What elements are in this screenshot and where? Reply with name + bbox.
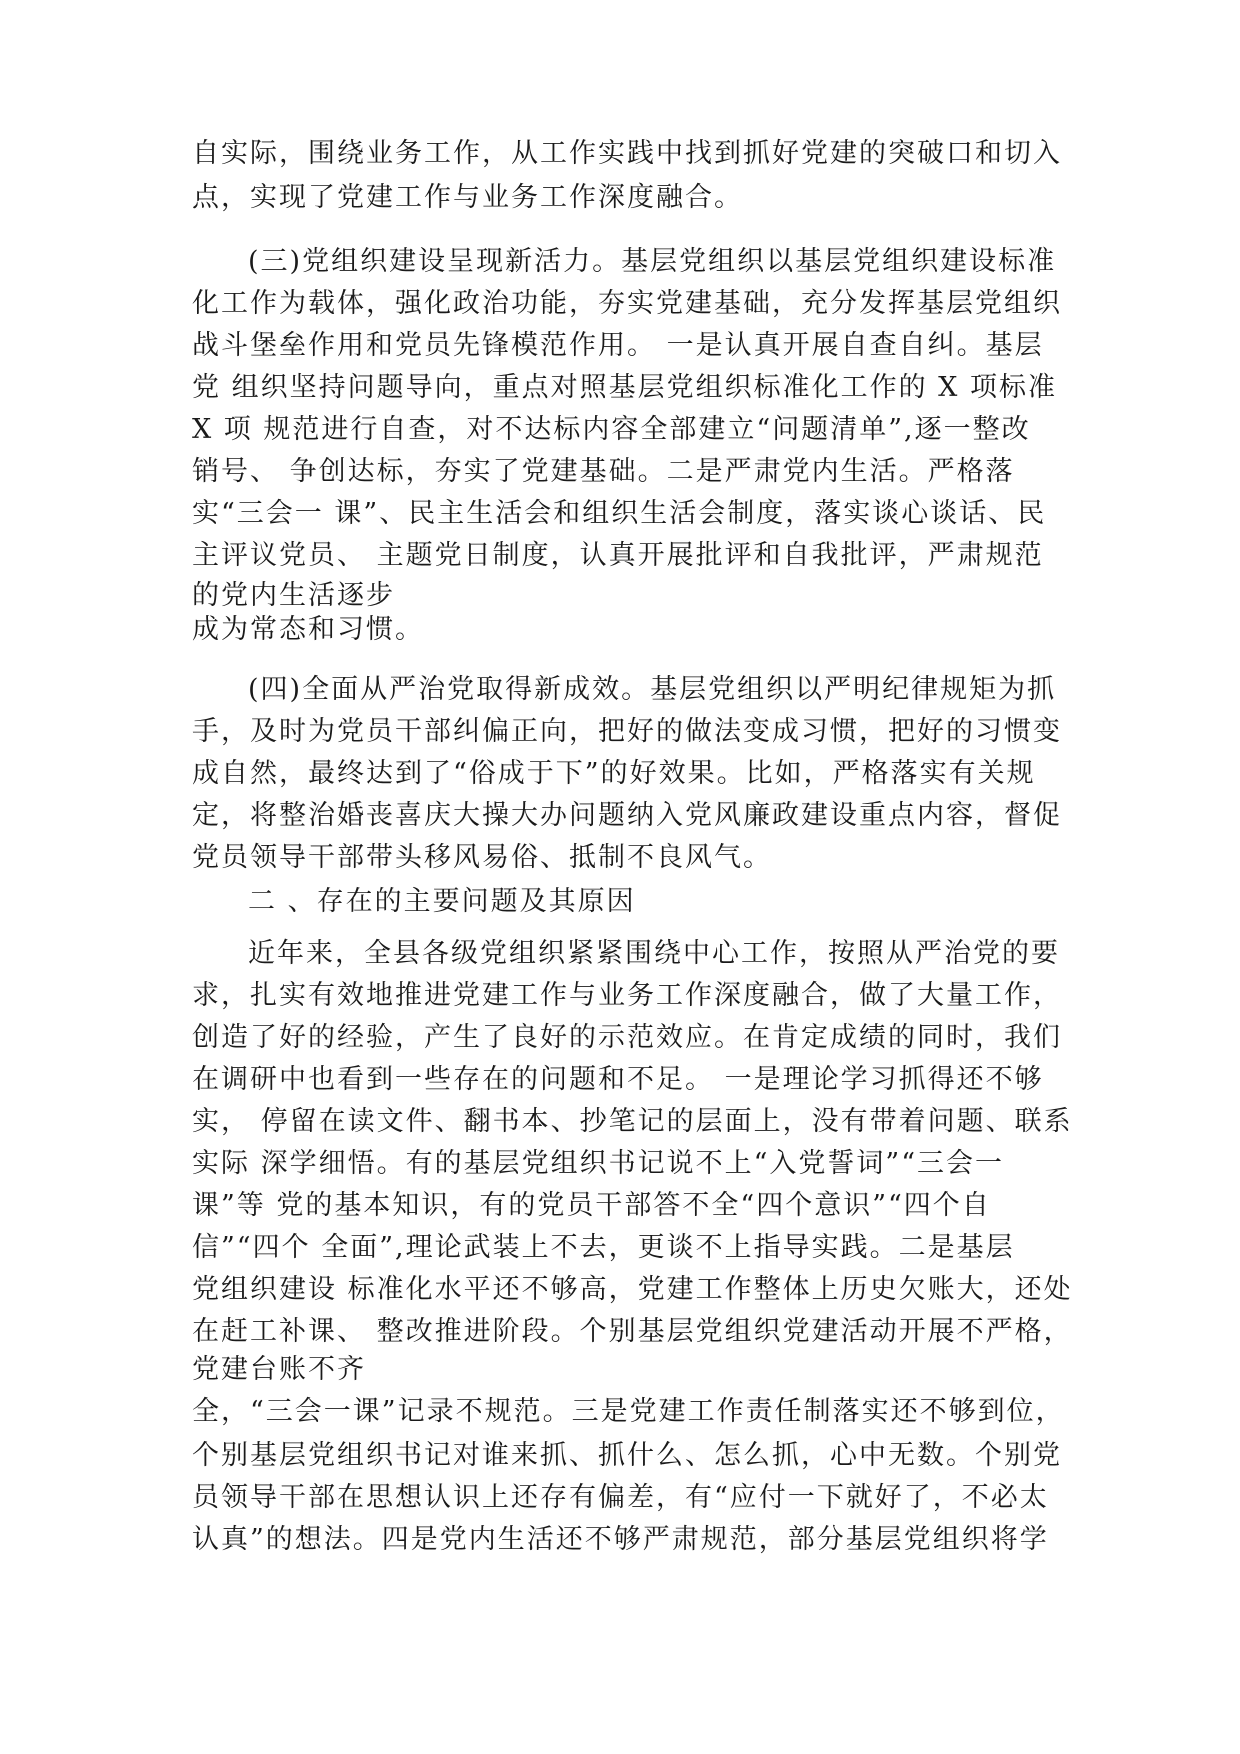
text-line: 课”等 党的基本知识，有的党员干部答不全“四个意识”“四个自: [192, 1190, 991, 1221]
text-line: X 项 规范进行自查，对不达标内容全部建立“问题清单”,逐一整改: [192, 414, 1031, 445]
text-line: 点，实现了党建工作与业务工作深度融合。: [192, 182, 743, 213]
text-line: 实际 深学细悟。有的基层党组织书记说不上“入党誓词”“三会一: [192, 1148, 1004, 1179]
section-heading-4: (四)全面从严治党取得新成效。基层党组织以严明纪律规矩为抓: [248, 674, 1057, 705]
text-line: 销号、 争创达标，夯实了党建基础。二是严肃党内生活。严格落: [192, 456, 1015, 487]
text-line: 在赶工补课、 整改推进阶段。个别基层党组织党建活动开展不严格，: [192, 1316, 1073, 1347]
chapter-heading: 二 、存在的主要问题及其原因: [248, 886, 636, 917]
text-line: 认真”的想法。四是党内生活还不够严肃规范，部分基层党组织将学: [192, 1524, 1049, 1555]
text-line: 自实际，围绕业务工作，从工作实践中找到抓好党建的突破口和切入: [192, 138, 1062, 169]
section-heading-3: (三)党组织建设呈现新活力。基层党组织以基层党组织建设标准: [248, 246, 1057, 277]
text-line: 的党内生活逐步: [192, 580, 395, 611]
text-line: 党组织建设 标准化水平还不够高，党建工作整体上历史欠账大，还处: [192, 1274, 1073, 1305]
text-line: 个别基层党组织书记对谁来抓、抓什么、怎么抓，心中无数。个别党: [192, 1440, 1062, 1471]
text-line: 党 组织坚持问题导向，重点对照基层党组织标准化工作的 X 项标准: [192, 372, 1057, 403]
text-line: 信”“四个 全面”,理论武装上不去，更谈不上指导实践。二是基层: [192, 1232, 1015, 1263]
paragraph-start: 近年来，全县各级党组织紧紧围绕中心工作，按照从严治党的要: [248, 938, 1060, 969]
text-line: 在调研中也看到一些存在的问题和不足。 一是理论学习抓得还不够: [192, 1064, 1044, 1095]
text-line: 成自然，最终达到了“俗成于下”的好效果。比如，严格落实有关规: [192, 758, 1036, 789]
text-line: 实， 停留在读文件、翻书本、抄笔记的层面上，没有带着问题、联系: [192, 1106, 1073, 1137]
text-line: 战斗堡垒作用和党员先锋模范作用。 一是认真开展自查自纠。基层: [192, 330, 1044, 361]
text-line: 全，“三会一课”记录不规范。三是党建工作责任制落实还不够到位，: [192, 1396, 1065, 1427]
text-line: 化工作为载体，强化政治功能，夯实党建基础，充分发挥基层党组织: [192, 288, 1062, 319]
text-line: 手，及时为党员干部纠偏正向，把好的做法变成习惯，把好的习惯变: [192, 716, 1062, 747]
text-line: 党员领导干部带头移风易俗、抵制不良风气。: [192, 842, 772, 873]
text-line: 成为常态和习惯。: [192, 614, 424, 645]
text-line: 员领导干部在思想认识上还存有偏差，有“应付一下就好了，不必太: [192, 1482, 1049, 1513]
text-line: 求，扎实有效地推进党建工作与业务工作深度融合，做了大量工作，: [192, 980, 1062, 1011]
text-line: 创造了好的经验，产生了良好的示范效应。在肯定成绩的同时，我们: [192, 1022, 1062, 1053]
text-line: 主评议党员、 主题党日制度，认真开展批评和自我批评，严肃规范: [192, 540, 1044, 571]
text-line: 定，将整治婚丧喜庆大操大办问题纳入党风廉政建设重点内容，督促: [192, 800, 1062, 831]
text-line: 实“三会一 课”、民主生活会和组织生活会制度，落实谈心谈话、民: [192, 498, 1047, 529]
text-line: 党建台账不齐: [192, 1354, 366, 1385]
